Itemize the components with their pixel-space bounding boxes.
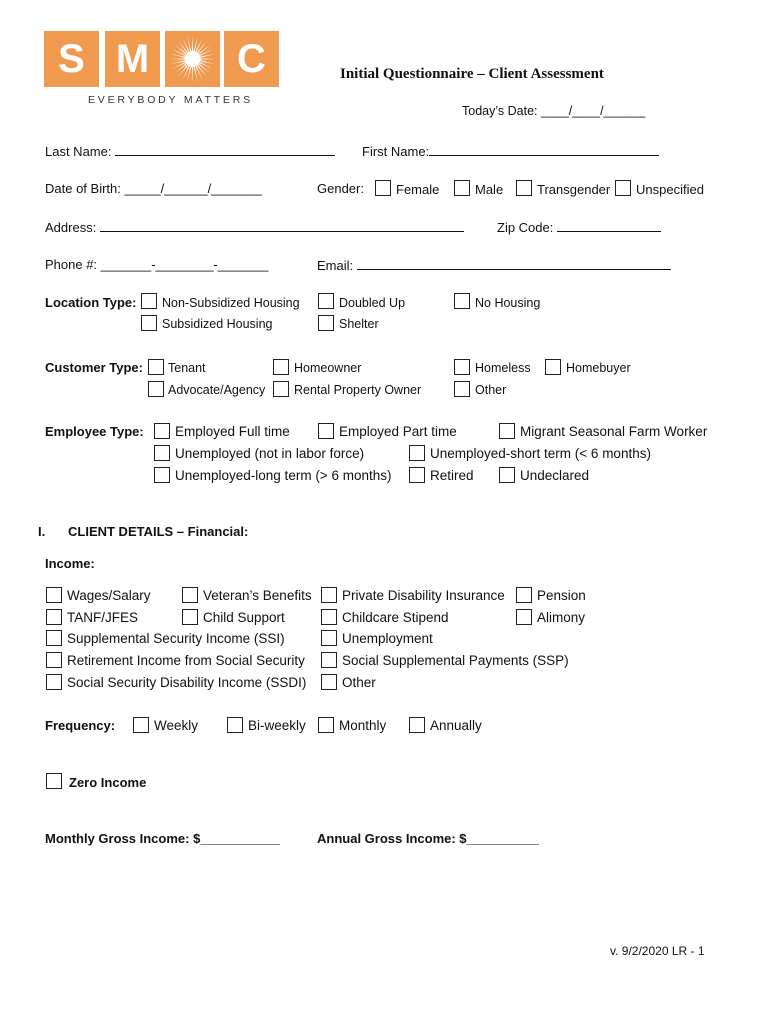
version-footer: v. 9/2/2020 LR - 1 <box>610 944 705 958</box>
frequency-biweekly-label: Bi-weekly <box>248 718 306 733</box>
employee-parttime-label: Employed Part time <box>339 424 457 439</box>
income-pension-label: Pension <box>537 588 586 603</box>
employee-longterm-checkbox[interactable] <box>154 467 170 483</box>
last-name-field[interactable] <box>45 143 335 159</box>
location-subsidized-label: Subsidized Housing <box>162 317 273 331</box>
employee-longterm-label: Unemployed-long term (> 6 months) <box>175 468 392 483</box>
customer-homeowner-label: Homeowner <box>294 361 362 375</box>
email-line <box>357 257 671 270</box>
income-childsupport-label: Child Support <box>203 610 285 625</box>
employee-fulltime-label: Employed Full time <box>175 424 290 439</box>
gender-male-checkbox[interactable] <box>454 180 470 196</box>
employee-parttime-checkbox[interactable] <box>318 423 334 439</box>
employee-notinlabor-checkbox[interactable] <box>154 445 170 461</box>
location-nonsubsidized-checkbox[interactable] <box>141 293 157 309</box>
employee-type-label: Employee Type: <box>45 424 144 439</box>
frequency-weekly-checkbox[interactable] <box>133 717 149 733</box>
section-title: CLIENT DETAILS – Financial: <box>68 524 249 539</box>
income-wages-label: Wages/Salary <box>67 588 151 603</box>
logo-tagline: EVERYBODY MATTERS <box>88 94 253 106</box>
address-label: Address: <box>45 220 97 235</box>
logo-letter-c: C <box>237 37 266 81</box>
income-childcare-label: Childcare Stipend <box>342 610 449 625</box>
zip-field[interactable] <box>497 219 661 235</box>
income-ssdi-checkbox[interactable] <box>46 674 62 690</box>
page-title: Initial Questionnaire – Client Assessment <box>340 66 604 82</box>
location-shelter-label: Shelter <box>339 317 379 331</box>
location-doubledup-checkbox[interactable] <box>318 293 334 309</box>
sunburst-icon <box>165 31 220 87</box>
employee-shortterm-label: Unemployed-short term (< 6 months) <box>430 446 651 461</box>
income-alimony-label: Alimony <box>537 610 586 625</box>
income-privatedisability-checkbox[interactable] <box>321 587 337 603</box>
income-veteran-checkbox[interactable] <box>182 587 198 603</box>
customer-type-label: Customer Type: <box>45 360 143 375</box>
income-other-label: Other <box>342 675 376 690</box>
gender-label: Gender: <box>317 181 364 196</box>
gender-female-label: Female <box>396 182 440 197</box>
first-name-field[interactable] <box>362 143 659 159</box>
income-ssi-label: Supplemental Security Income (SSI) <box>67 631 285 646</box>
customer-tenant-checkbox[interactable] <box>148 359 164 375</box>
section-number: I. <box>38 524 46 539</box>
first-name-line <box>429 143 659 156</box>
logo-letter-m: M <box>115 37 150 81</box>
gender-unspecified-label: Unspecified <box>636 182 704 197</box>
employee-retired-checkbox[interactable] <box>409 467 425 483</box>
customer-homeless-label: Homeless <box>475 361 531 375</box>
income-ssi-checkbox[interactable] <box>46 630 62 646</box>
income-ssp-label: Social Supplemental Payments (SSP) <box>342 653 569 668</box>
customer-homeless-checkbox[interactable] <box>454 359 470 375</box>
customer-rentalowner-checkbox[interactable] <box>273 381 289 397</box>
zero-income-label: Zero Income <box>69 775 147 790</box>
location-shelter-checkbox[interactable] <box>318 315 334 331</box>
employee-migrant-label: Migrant Seasonal Farm Worker <box>520 424 708 439</box>
customer-other-label: Other <box>475 383 507 397</box>
frequency-label: Frequency: <box>45 718 116 733</box>
location-nohousing-label: No Housing <box>475 296 541 310</box>
income-privatedisability-label: Private Disability Insurance <box>342 588 505 603</box>
income-wages-checkbox[interactable] <box>46 587 62 603</box>
frequency-weekly-label: Weekly <box>154 718 199 733</box>
income-alimony-checkbox[interactable] <box>516 609 532 625</box>
last-name-line <box>115 143 335 156</box>
first-name-label: First Name: <box>362 144 430 159</box>
frequency-annually-checkbox[interactable] <box>409 717 425 733</box>
todays-date-field[interactable]: Today’s Date: ____/____/______ <box>462 104 646 118</box>
income-other-checkbox[interactable] <box>321 674 337 690</box>
income-pension-checkbox[interactable] <box>516 587 532 603</box>
gender-transgender-checkbox[interactable] <box>516 180 532 196</box>
income-unemployment-label: Unemployment <box>342 631 433 646</box>
employee-shortterm-checkbox[interactable] <box>409 445 425 461</box>
customer-advocate-checkbox[interactable] <box>148 381 164 397</box>
income-veteran-label: Veteran’s Benefits <box>203 588 312 603</box>
frequency-monthly-checkbox[interactable] <box>318 717 334 733</box>
customer-advocate-label: Advocate/Agency <box>168 383 266 397</box>
frequency-annually-label: Annually <box>430 718 482 733</box>
zip-line <box>557 219 661 232</box>
income-ssp-checkbox[interactable] <box>321 652 337 668</box>
location-type-label: Location Type: <box>45 295 137 310</box>
location-subsidized-checkbox[interactable] <box>141 315 157 331</box>
employee-migrant-checkbox[interactable] <box>499 423 515 439</box>
employee-undeclared-checkbox[interactable] <box>499 467 515 483</box>
logo-letter-s: S <box>58 37 85 81</box>
income-retirement-label: Retirement Income from Social Security <box>67 653 305 668</box>
income-retirement-checkbox[interactable] <box>46 652 62 668</box>
income-childsupport-checkbox[interactable] <box>182 609 198 625</box>
zip-label: Zip Code: <box>497 220 554 235</box>
gender-unspecified-checkbox[interactable] <box>615 180 631 196</box>
email-field[interactable] <box>317 257 671 273</box>
phone-field[interactable]: Phone #: _______-________-_______ <box>45 257 269 272</box>
customer-homebuyer-label: Homebuyer <box>566 361 631 375</box>
gender-transgender-label: Transgender <box>537 182 611 197</box>
address-line <box>100 219 464 232</box>
income-ssdi-label: Social Security Disability Income (SSDI) <box>67 675 307 690</box>
customer-homebuyer-checkbox[interactable] <box>545 359 561 375</box>
location-nohousing-checkbox[interactable] <box>454 293 470 309</box>
annual-gross-income-field[interactable]: Annual Gross Income: $__________ <box>317 831 539 846</box>
logo-tile-m <box>105 31 160 87</box>
customer-rentalowner-label: Rental Property Owner <box>294 383 422 397</box>
last-name-label: Last Name: <box>45 144 112 159</box>
employee-notinlabor-label: Unemployed (not in labor force) <box>175 446 365 461</box>
logo-tile-sun <box>165 31 220 87</box>
frequency-biweekly-checkbox[interactable] <box>227 717 243 733</box>
monthly-gross-income-field[interactable]: Monthly Gross Income: $___________ <box>45 831 280 846</box>
gender-male-label: Male <box>475 182 504 197</box>
customer-homeowner-checkbox[interactable] <box>273 359 289 375</box>
employee-fulltime-checkbox[interactable] <box>154 423 170 439</box>
logo-tile-s <box>44 31 99 87</box>
income-label: Income: <box>45 556 95 571</box>
frequency-monthly-label: Monthly <box>339 718 387 733</box>
employee-retired-label: Retired <box>430 468 474 483</box>
income-childcare-checkbox[interactable] <box>321 609 337 625</box>
address-field[interactable] <box>45 219 464 235</box>
customer-tenant-label: Tenant <box>168 361 206 375</box>
zero-income-checkbox[interactable] <box>46 773 62 789</box>
income-tanf-label: TANF/JFES <box>67 610 139 625</box>
dob-field[interactable]: Date of Birth: _____/______/_______ <box>45 181 262 196</box>
email-label: Email: <box>317 258 354 273</box>
customer-other-checkbox[interactable] <box>454 381 470 397</box>
income-unemployment-checkbox[interactable] <box>321 630 337 646</box>
location-doubledup-label: Doubled Up <box>339 296 406 310</box>
gender-female-checkbox[interactable] <box>375 180 391 196</box>
location-nonsubsidized-label: Non-Subsidized Housing <box>162 296 300 310</box>
employee-undeclared-label: Undeclared <box>520 468 590 483</box>
logo-tile-c <box>224 31 279 87</box>
income-tanf-checkbox[interactable] <box>46 609 62 625</box>
